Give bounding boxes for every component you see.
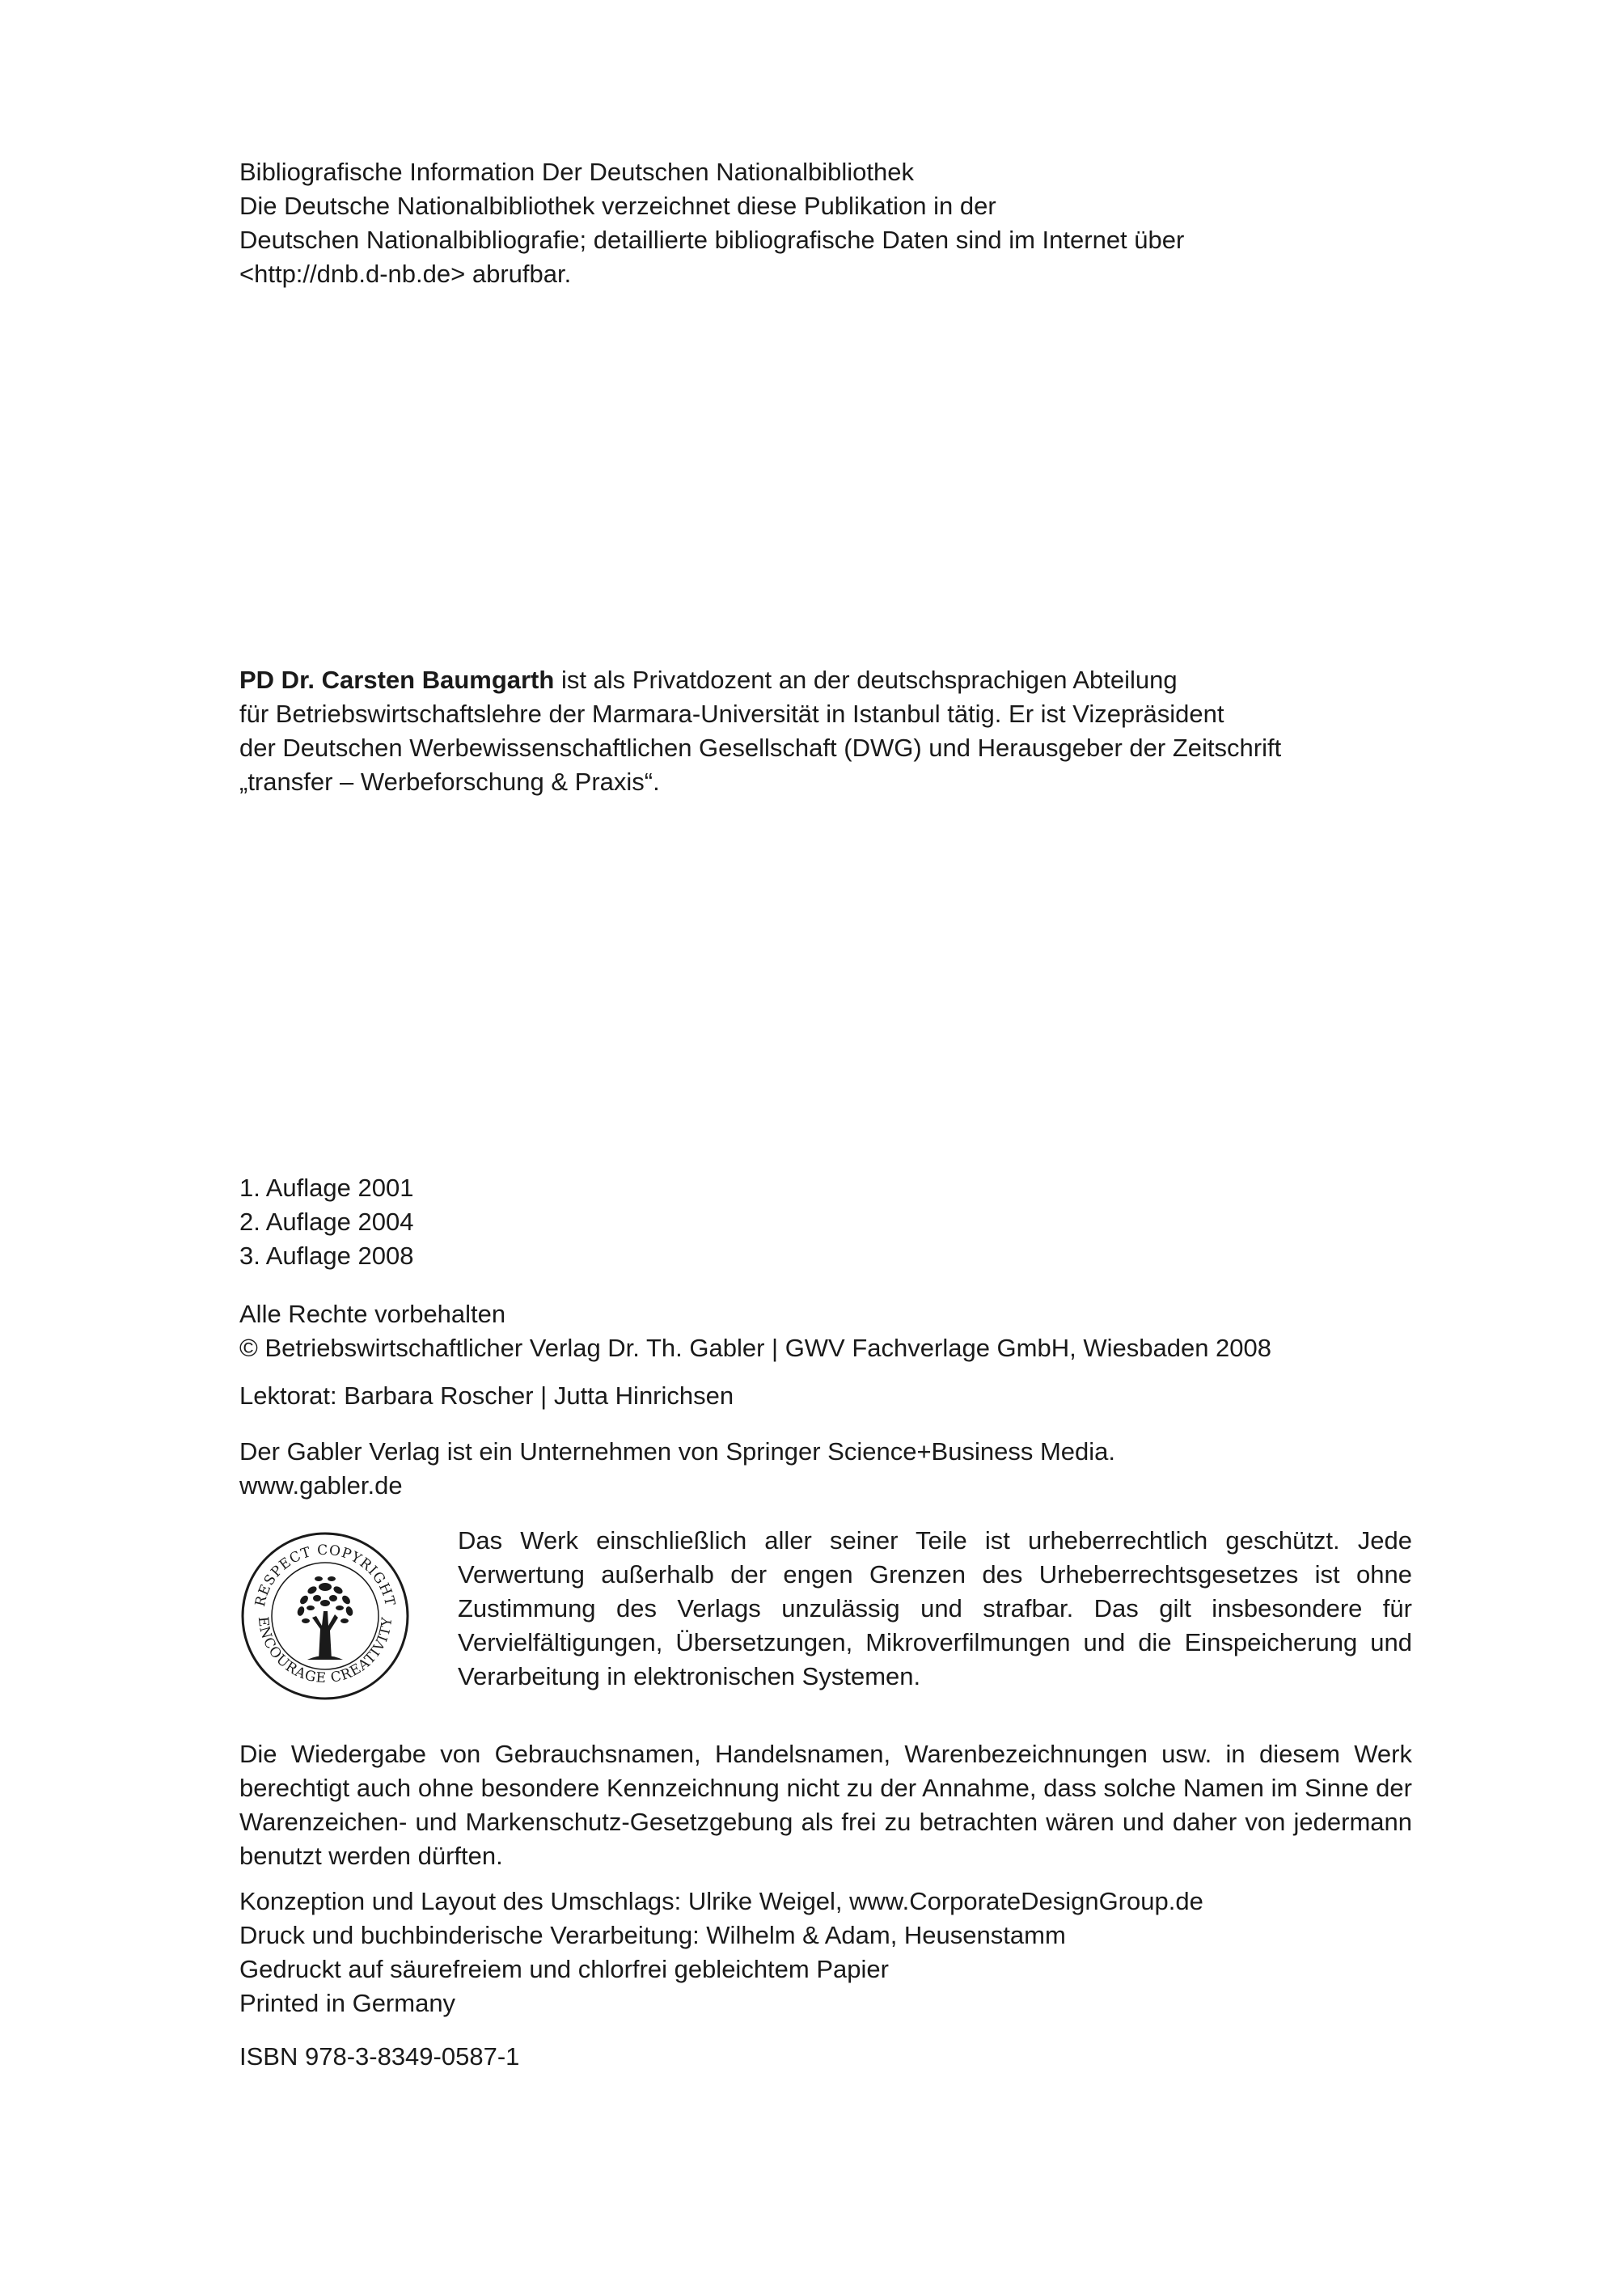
isbn-number: ISBN 978-3-8349-0587-1 (239, 2042, 520, 2071)
copyright-notice-text: Das Werk einschließlich aller seiner Teile ist urheberrechtlich geschützt. Jede Verwertung außerhalb der engen Grenzen des Urheberrechtsgesetzes ist ohne Zustimmung des Verlags unzulässig und strafbar. Das gilt insbesondere für Vervielfältigungen, Übersetzungen, Mikroverfilmungen und die Einspeicherung und Verarbeitung in elektronischen Systemen. (458, 1526, 1412, 1690)
tree-seal-icon (239, 1530, 411, 1702)
production-line: Druck und buchbinderische Verarbeitung: Wilhelm & Adam, Heusenstamm (239, 1921, 1066, 1949)
author-bio-line: „transfer – Werbeforschung & Praxis“. (239, 768, 660, 796)
trademark-notice (239, 1737, 1412, 1873)
author-bio-line: der Deutschen Werbewissenschaftlichen Gesellschaft (DWG) und Herausgeber der Zeitschrift (239, 734, 1282, 762)
isbn (239, 2040, 1412, 2074)
production-line: Printed in Germany (239, 1989, 456, 2017)
edition-item: 1. Auflage 2001 (239, 1174, 414, 1202)
trademark-notice-text: Die Wiedergabe von Gebrauchsnamen, Handelsnamen, Warenbezeichnungen usw. in diesem Werk berechtigt auch ohne besondere Kennzeichnung nicht zu der Annahme, dass solche Namen im Sinne der Warenzeichen- und Markenschutz-Gesetzgebung als frei zu betrachten wären und daher von jedermann benutzt werden dürften. (239, 1740, 1412, 1870)
edition-item: 2. Auflage 2004 (239, 1208, 414, 1236)
seal-text-top: RESPECT COPYRIGHT (252, 1542, 399, 1609)
bibliographic-line: <http://dnb.d-nb.de> abrufbar. (239, 260, 572, 288)
copyright-section (239, 1524, 1412, 1718)
copyright-notice (458, 1524, 1412, 1694)
bibliographic-line: Deutschen Nationalbibliografie; detaillierte bibliografische Daten sind im Internet über (239, 226, 1185, 254)
tree-icon (296, 1576, 354, 1660)
copyright-line: © Betriebswirtschaftlicher Verlag Dr. Th. Gabler | GWV Fachverlage GmbH, Wiesbaden 2008 (239, 1334, 1272, 1362)
bibliographic-information (239, 155, 1412, 291)
author-bio-text: ist als Privatdozent an der deutschsprachigen Abteilung (554, 666, 1178, 694)
publisher-info (239, 1435, 1412, 1503)
publisher-statement: Der Gabler Verlag ist ein Unternehmen von Springer Science+Business Media. (239, 1437, 1115, 1466)
author-bio-line (239, 663, 1412, 697)
author-bio (239, 663, 1412, 799)
production-info (239, 1885, 1412, 2020)
author-bio-line: für Betriebswirtschaftslehre der Marmara-Universität in Istanbul tätig. Er ist Vizepräsident (239, 700, 1224, 728)
edition-item: 3. Auflage 2008 (239, 1242, 414, 1270)
rights-statement (239, 1297, 1412, 1365)
lektorat (239, 1379, 1412, 1413)
publisher-website: www.gabler.de (239, 1471, 403, 1500)
bibliographic-line: Bibliografische Information Der Deutschen Nationalbibliothek (239, 158, 915, 186)
bibliographic-line: Die Deutsche Nationalbibliothek verzeichnet diese Publikation in der (239, 192, 996, 220)
seal-text-bottom: ENCOURAGE CREATIVITY (254, 1615, 396, 1687)
production-line: Konzeption und Layout des Umschlags: Ulrike Weigel, www.CorporateDesignGroup.de (239, 1887, 1203, 1915)
production-line: Gedruckt auf säurefreiem und chlorfrei gebleichtem Papier (239, 1955, 889, 1983)
lektorat-line: Lektorat: Barbara Roscher | Jutta Hinrichsen (239, 1381, 734, 1410)
rights-reserved: Alle Rechte vorbehalten (239, 1300, 506, 1328)
edition-list (239, 1171, 1412, 1273)
author-name: PD Dr. Carsten Baumgarth (239, 666, 555, 694)
